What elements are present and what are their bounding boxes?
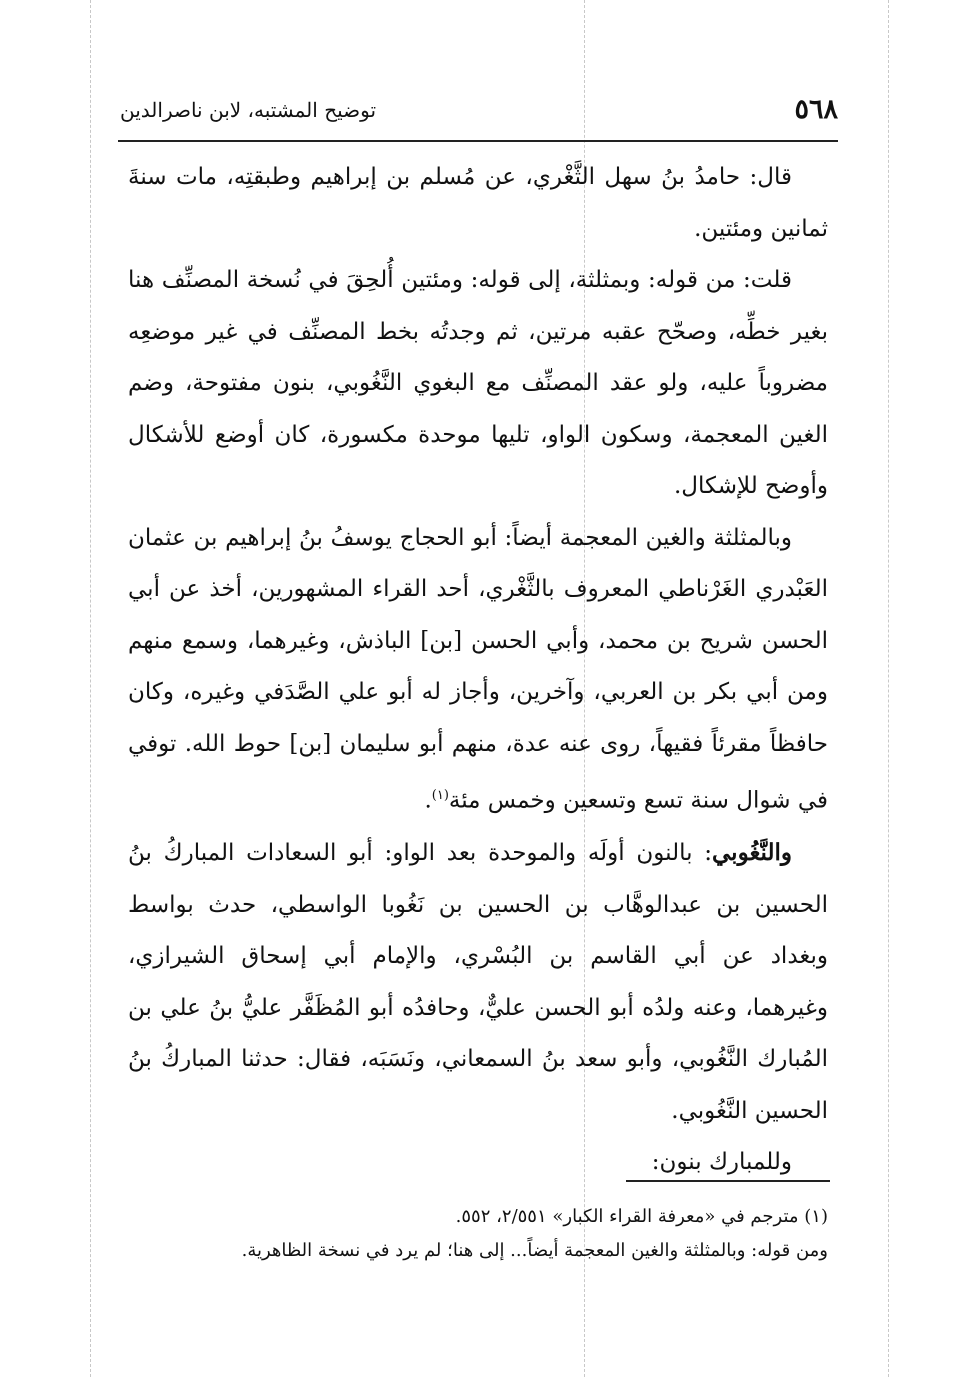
scan-artifact-line-left	[90, 0, 91, 1377]
footnote-1: (١) مترجم في «معرفة القراء الكبار» ٢/٥٥١، ٥٥٢.	[455, 1206, 828, 1227]
paragraph-3	[128, 513, 828, 828]
main-text	[128, 152, 828, 1189]
paragraph-1: قال: حامدُ بنُ سهل الثَّغْري، عن مُسلم بن إبراهيم وطبقتِه، مات سنةَ ثمانين ومئتين.	[128, 164, 828, 242]
running-title: توضيح المشتبه، لابن ناصرالدين	[120, 98, 377, 122]
page-number: ٥٦٨	[794, 94, 838, 125]
entry-lemma: والنَّغُوبي	[712, 839, 792, 867]
paragraph-3-end: .	[424, 787, 432, 814]
footnotes	[128, 1200, 828, 1268]
paragraph-4	[128, 827, 828, 1137]
paragraph-5: وللمبارك بنون:	[651, 1149, 792, 1176]
scan-artifact-line-right	[888, 0, 889, 1377]
paragraph-4-text: : بالنون أولَه والموحدة بعد الواو: أبو السعادات المباركُ بنُ الحسين بن عبدالوهَّاب بن الحسين بن نَغُوبا الواسطي، حدث بواسط وبغداد عن أبي القاسم بن البُسْري، والإمام أبي إسحاق الشيرازي، وغيرهما، وعنه ولدُه أبو الحسن عليٌّ، وحافدُه أبو المُظَفَّر عليُّ بنُ علي بن المُبارك النَّغُوبي، وأبو سعد بنُ السمعاني، ونَسَبَه، فقال: حدثنا المباركُ بنُ الحسين النَّغُوبي.	[128, 840, 828, 1124]
running-head	[120, 92, 838, 138]
paragraph-2: قلت: من قوله: وبمثلثة، إلى قوله: ومئتين أُلحِقَ في نُسخة المصنِّف هنا بغير خطِّه، وصحّح عقبه مرتين، ثم وجدتُه بخط المصنِّف في غير موضعِه مضروباً عليه، ولو عقد المصنِّف مع البغوي النَّغُوبي، بنون مفتوحة، وضم الغين المعجمة، وسكون الواو، تليها موحدة مكسورة، كان أوضع للأشكال وأوضح للإشكال.	[128, 267, 829, 499]
header-rule	[118, 140, 838, 142]
footnote-rule	[626, 1180, 830, 1182]
paragraph-3-text: وبالمثلثة والغين المعجمة أيضاً: أبو الحجاج يوسفُ بنُ إبراهيم بن عثمان العَبْدري الغَرْناطي المعروف بالثَّغْري، أحد القراء المشهورين، أخذ عن أبي الحسن شريح بن محمد، وأبي الحسن [بن] الباذش، وغيرهما، وسمع منهم ومن أبي بكر بن العربي، وآخرين، وأجاز له أبو علي الصَّدَفي وغيره، وكان حافظاً مقرئاً فقيهاً، روى عنه عدة، منهم أبو سليمان [بن] حوط الله. توفي في شوال سنة تسع وتسعين وخمس مئة	[128, 524, 828, 814]
footnote-2: ومن قوله: وبالمثلثة والغين المعجمة أيضاً... إلى هنا؛ لم يرد في نسخة الظاهرية.	[241, 1240, 828, 1261]
footnote-reference-1[interactable]: (١)	[431, 788, 449, 803]
